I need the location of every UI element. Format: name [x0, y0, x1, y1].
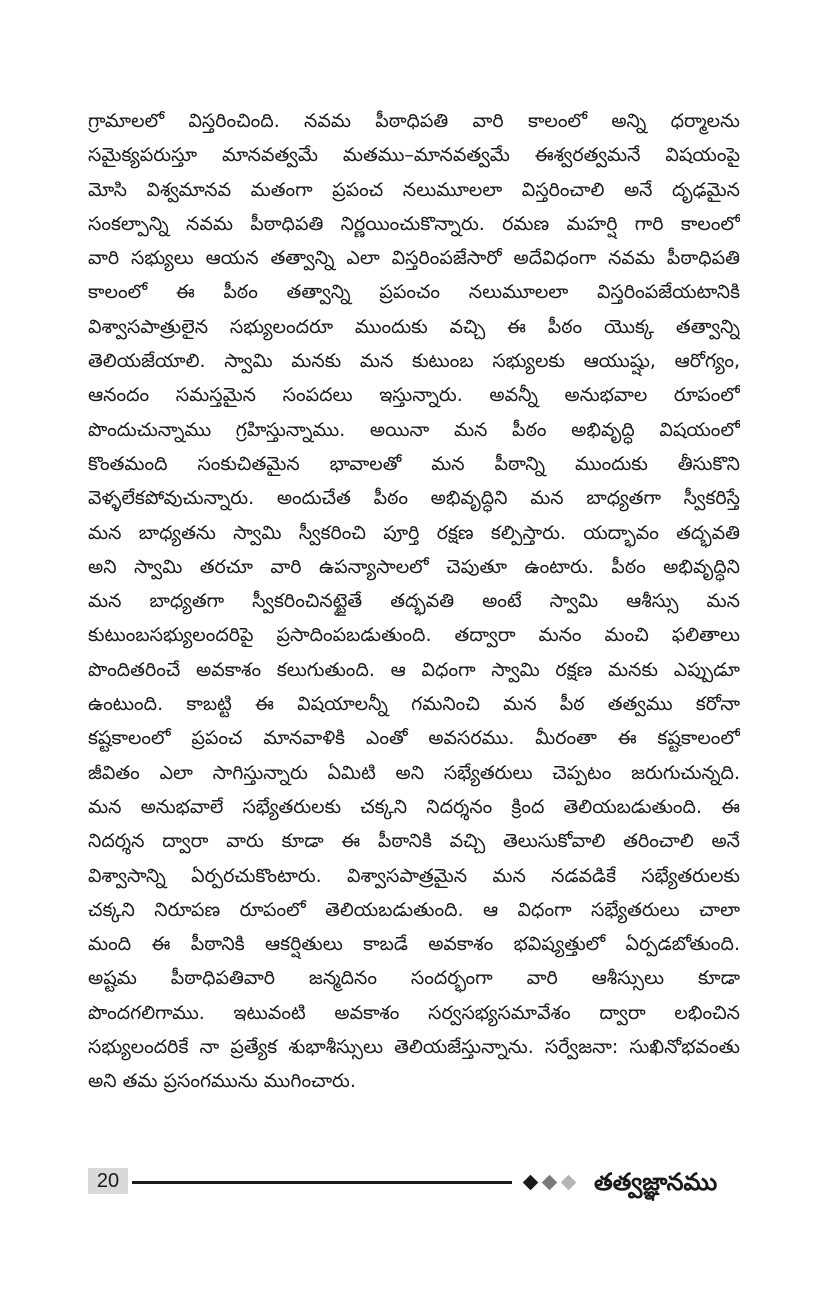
- text-line-23: విశ్వాసాన్ని ఏర్పరచుకొంటారు. విశ్వాసపాత్రమైన మన నడవడికే సభ్యేతరులకు: [88, 864, 740, 887]
- book-title: తత్వజ్ఞానము: [594, 1168, 718, 1196]
- text-line-5: వారి సభ్యులు ఆయన తత్వాన్ని ఎలా విస్తరింపజేసారో అదేవిధంగా నవమ పీఠాధిపతి: [88, 247, 740, 270]
- text-line-14: అని స్వామి తరచూ వారి ఉపన్యాసాలలో చెపుతూ ఉంటారు. పీఠం అభివృద్ధిని: [88, 555, 740, 578]
- footer-ornament: [525, 1170, 574, 1194]
- diamond-icon-dark: [523, 1174, 539, 1190]
- text-line-19: కష్టకాలంలో ప్రపంచ మానవాళికి ఎంతో అవసరము. మీరంతా ఈ కష్టకాలంలో: [88, 727, 740, 750]
- text-line-10: పొందుచున్నాము గ్రహిస్తున్నాము. అయినా మన పీఠం అభివృద్ధి విషయంలో: [88, 418, 740, 441]
- text-line-7: విశ్వాసపాత్రులైన సభ్యులందరూ ముందుకు వచ్చి ఈ పీఠం యొక్క తత్వాన్ని: [88, 315, 740, 338]
- text-line-16: కుటుంబసభ్యులందరిపై ప్రసాదింపబడుతుంది. తద్వారా మనం మంచి ఫలితాలు: [88, 624, 740, 647]
- text-line-9: ఆనందం సమస్తమైన సంపదలు ఇస్తున్నారు. అవన్నీ అనుభవాల రూపంలో: [88, 384, 740, 407]
- text-line-26: అష్టమ పీఠాధిపతివారి జన్మదినం సందర్భంగా వారి ఆశీస్సులు కూడా: [88, 967, 740, 990]
- text-line-4: సంకల్పాన్ని నవమ పీఠాధిపతి నిర్ణయించుకొన్నారు. రమణ మహర్షి గారి కాలంలో: [88, 212, 740, 235]
- page-footer: [88, 1165, 740, 1199]
- page-number: 20: [88, 1168, 128, 1194]
- diamond-icon-light: [561, 1174, 577, 1190]
- body-text: [88, 104, 740, 1099]
- text-line-29: అని తమ ప్రసంగమును ముగించారు.: [88, 1070, 356, 1093]
- text-line-12: వెళ్ళలేకపోవుచున్నారు. అందుచేత పీఠం అభివృద్ధిని మన బాధ్యతగా స్వీకరిస్తే: [88, 487, 740, 510]
- text-line-20: జీవితం ఎలా సాగిస్తున్నారు ఏమిటి అని సభ్యేతరులు చెప్పటం జరుగుచున్నది.: [88, 761, 740, 784]
- text-line-11: కొంతమంది సంకుచితమైన భావాలతో మన పీఠాన్ని ముందుకు తీసుకొని: [88, 452, 740, 475]
- text-line-24: చక్కని నిరూపణ రూపంలో తెలియబడుతుంది. ఆ విధంగా సభ్యేతరులు చాలా: [88, 898, 740, 921]
- text-line-27: పొందగలిగాము. ఇటువంటి అవకాశం సర్వసభ్యసమావేశం ద్వారా లభించిన: [88, 1001, 740, 1024]
- text-line-2: సమైక్యపరుస్తూ మానవత్వమే మతము–మానవత్వమే ఈశ్వరత్వమనే విషయంపై: [88, 144, 740, 167]
- text-line-3: మోసి విశ్వమానవ మతంగా ప్రపంచ నలుమూలలా విస్తరించాలి అనే దృఢమైన: [88, 178, 740, 201]
- text-line-17: పొందితరించే అవకాశం కలుగుతుంది. ఆ విధంగా స్వామి రక్షణ మనకు ఎప్పుడూ: [88, 658, 740, 681]
- text-line-21: మన అనుభవాలే సభ్యేతరులకు చక్కని నిదర్శనం క్రింద తెలియబడుతుంది. ఈ: [88, 795, 740, 818]
- diamond-icon-medium: [542, 1174, 558, 1190]
- text-line-6: కాలంలో ఈ పీఠం తత్వాన్ని ప్రపంచం నలుమూలలా విస్తరింపజేయటానికి: [88, 281, 740, 304]
- text-line-18: ఉంటుంది. కాబట్టి ఈ విషయాలన్నీ గమనించి మన పీఠ తత్వము కరోనా: [88, 693, 740, 716]
- footer-rule: [132, 1181, 512, 1184]
- text-line-28: సభ్యులందరికే నా ప్రత్యేక శుభాశీస్సులు తెలియజేస్తున్నాను. సర్వేజనా: సుఖినోభవంతు: [88, 1036, 740, 1059]
- text-line-8: తెలియజేయాలి. స్వామి మనకు మన కుటుంబ సభ్యులకు ఆయుష్షు, ఆరోగ్యం,: [88, 350, 740, 373]
- text-line-13: మన బాధ్యతను స్వామి స్వీకరించి పూర్తి రక్షణ కల్పిస్తారు. యద్భావం తద్భవతి: [88, 521, 740, 544]
- text-line-25: మంది ఈ పీఠానికి ఆకర్షితులు కాబడే అవకాశం భవిష్యత్తులో ఏర్పడబోతుంది.: [88, 933, 740, 956]
- text-line-15: మన బాధ్యతగా స్వీకరించినట్టైతే తద్భవతి అంటే స్వామి ఆశీస్సు మన: [88, 590, 740, 613]
- text-line-22: నిదర్శన ద్వారా వారు కూడా ఈ పీఠానికి వచ్చి తెలుసుకోవాలి తరించాలి అనే: [88, 830, 740, 853]
- text-line-1: గ్రామాలలో విస్తరించింది. నవమ పీఠాధిపతి వారి కాలంలో అన్ని ధర్మాలను: [88, 110, 740, 132]
